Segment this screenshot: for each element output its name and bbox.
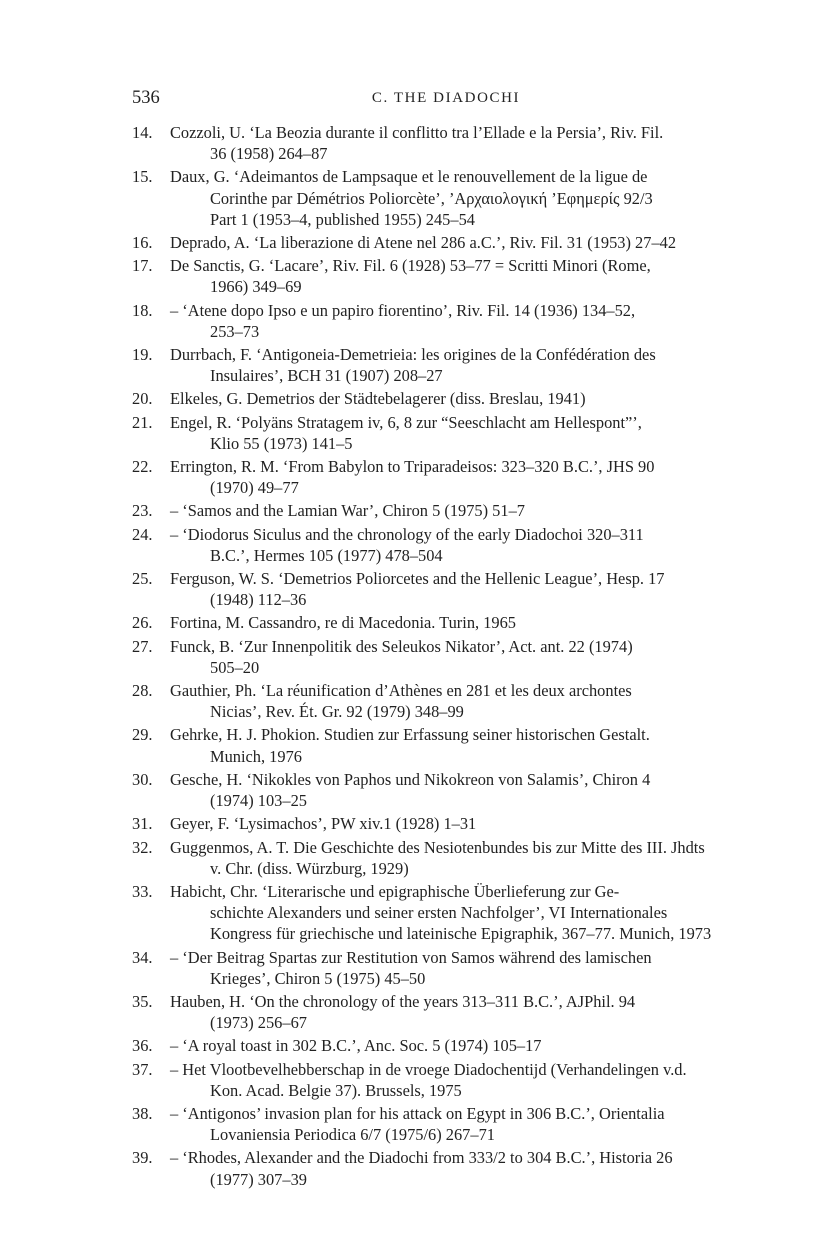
bibliography-entry: [132, 991, 760, 1033]
entry-continuation: schichte Alexanders und seiner ersten Nachfolger’, VI Internationales: [210, 903, 668, 923]
bibliography-entry: [132, 1147, 760, 1189]
entry-text: Gauthier, Ph. ‘La réunification d’Athènes en 281 et les deux archontes: [170, 681, 632, 701]
entry-number: 32.: [132, 837, 153, 857]
entry-text: Elkeles, G. Demetrios der Städtebelagerer (diss. Breslau, 1941): [170, 389, 586, 409]
bibliography-entry: [132, 769, 760, 811]
page-header: [132, 84, 760, 112]
entry-text: Engel, R. ‘Polyäns Stratagem iv, 6, 8 zur “Seeschlacht am Hellespont”’,: [170, 412, 642, 432]
bibliography-list: [132, 122, 760, 1192]
entry-text: Habicht, Chr. ‘Literarische und epigraphische Überlieferung zur Ge-: [170, 881, 620, 901]
bibliography-entry: [132, 255, 760, 297]
entry-continuation: Insulaires’, BCH 31 (1907) 208–27: [210, 366, 443, 386]
bibliography-entry: [132, 524, 760, 566]
bibliography-entry: [132, 881, 760, 945]
entry-continuation: B.C.’, Hermes 105 (1977) 478–504: [210, 545, 443, 565]
bibliography-entry: [132, 1059, 760, 1101]
entry-continuation: Nicias’, Rev. Ét. Gr. 92 (1979) 348–99: [210, 702, 464, 722]
entry-number: 18.: [132, 300, 153, 320]
entry-continuation: 36 (1958) 264–87: [210, 144, 328, 164]
entry-continuation: Klio 55 (1973) 141–5: [210, 433, 353, 453]
bibliography-entry: [132, 680, 760, 722]
bibliography-entry: [132, 412, 760, 454]
entry-continuation: (1974) 103–25: [210, 791, 307, 811]
entry-continuation: 1966) 349–69: [210, 277, 302, 297]
bibliography-entry: [132, 122, 760, 164]
entry-continuation: Part 1 (1953–4, published 1955) 245–54: [210, 209, 475, 229]
bibliography-entry: [132, 456, 760, 498]
entry-number: 34.: [132, 947, 153, 967]
bibliography-entry: [132, 813, 760, 834]
entry-number: 39.: [132, 1148, 153, 1168]
entry-number: 26.: [132, 613, 153, 633]
entry-text: Fortina, M. Cassandro, re di Macedonia. Turin, 1965: [170, 613, 516, 633]
entry-continuation: 505–20: [210, 657, 260, 677]
bibliography-entry: [132, 1103, 760, 1145]
entry-continuation: (1948) 112–36: [210, 590, 307, 610]
entry-text: – ‘Antigonos’ invasion plan for his attack on Egypt in 306 B.C.’, Orientalia: [170, 1103, 665, 1123]
entry-text: – ‘Atene dopo Ipso e un papiro fiorentino’, Riv. Fil. 14 (1936) 134–52,: [170, 300, 636, 320]
entry-continuation: (1977) 307–39: [210, 1169, 307, 1189]
entry-text: Funck, B. ‘Zur Innenpolitik des Seleukos Nikator’, Act. ant. 22 (1974): [170, 636, 633, 656]
entry-number: 31.: [132, 814, 153, 834]
entry-continuation: 253–73: [210, 321, 260, 341]
entry-text: Guggenmos, A. T. Die Geschichte des Nesiotenbundes bis zur Mitte des III. Jhdts: [170, 837, 705, 857]
entry-number: 29.: [132, 725, 153, 745]
entry-number: 22.: [132, 457, 153, 477]
entry-continuation: Kongress für griechische und lateinische Epigraphik, 367–77. Munich, 1973: [210, 924, 712, 944]
entry-number: 14.: [132, 123, 153, 142]
entry-text: Hauben, H. ‘On the chronology of the years 313–311 B.C.’, AJPhil. 94: [170, 991, 636, 1011]
entry-number: 35.: [132, 991, 153, 1011]
bibliography-entry: [132, 232, 760, 253]
page-number: 536: [132, 88, 160, 108]
entry-continuation: v. Chr. (diss. Würzburg, 1929): [210, 858, 409, 878]
bibliography-entry: [132, 344, 760, 386]
bibliography-entry: [132, 388, 760, 409]
entry-number: 23.: [132, 501, 153, 521]
entry-continuation: (1973) 256–67: [210, 1013, 307, 1033]
entry-continuation: Lovaniensia Periodica 6/7 (1975/6) 267–71: [210, 1125, 495, 1145]
entry-text: Gesche, H. ‘Nikokles von Paphos und Nikokreon von Salamis’, Chiron 4: [170, 769, 651, 789]
entry-number: 25.: [132, 569, 153, 589]
running-head: C. THE DIADOCHI: [371, 90, 521, 106]
entry-text: – Het Vlootbevelhebberschap in de vroege Diadochentijd (Verhandelingen v.d.: [170, 1059, 687, 1079]
entry-text: Ferguson, W. S. ‘Demetrios Poliorcetes and the Hellenic League’, Hesp. 17: [170, 569, 665, 589]
entry-text: Durrbach, F. ‘Antigoneia-Demetrieia: les origines de la Confédération des: [170, 345, 656, 365]
bibliography-entry: [132, 947, 760, 989]
bibliography-entry: [132, 166, 760, 230]
entry-number: 24.: [132, 524, 153, 544]
entry-text: – ‘Rhodes, Alexander and the Diadochi from 333/2 to 304 B.C.’, Historia 26: [170, 1148, 673, 1168]
entry-number: 38.: [132, 1103, 153, 1123]
entry-text: Errington, R. M. ‘From Babylon to Triparadeisos: 323–320 B.C.’, JHS 90: [170, 457, 655, 477]
entry-text: – ‘Der Beitrag Spartas zur Restitution von Samos während des lamischen: [170, 947, 652, 967]
entry-text: Geyer, F. ‘Lysimachos’, PW xiv.1 (1928) 1–31: [170, 814, 477, 834]
entry-text: – ‘Diodorus Siculus and the chronology of the early Diadochoi 320–311: [170, 524, 644, 544]
entry-number: 27.: [132, 636, 153, 656]
bibliography-entry: [132, 612, 760, 633]
entry-number: 20.: [132, 389, 153, 409]
bibliography-entry: [132, 724, 760, 766]
entry-continuation: (1970) 49–77: [210, 478, 299, 498]
entry-number: 19.: [132, 345, 153, 365]
entry-text: De Sanctis, G. ‘Lacare’, Riv. Fil. 6 (1928) 53–77 = Scritti Minori (Rome,: [170, 256, 651, 276]
entry-text: – ‘A royal toast in 302 B.C.’, Anc. Soc. 5 (1974) 105–17: [170, 1036, 542, 1056]
entry-continuation: Krieges’, Chiron 5 (1975) 45–50: [210, 968, 426, 988]
entry-continuation: Corinthe par Démétrios Poliorcète’, ’Αρχαιολογική ’Εφημερίς 92/3: [210, 188, 653, 208]
entry-number: 16.: [132, 233, 153, 253]
bibliography-entry: [132, 568, 760, 610]
bibliography-entry: [132, 837, 760, 879]
entry-number: 33.: [132, 881, 153, 901]
entry-number: 28.: [132, 681, 153, 701]
entry-text: Cozzoli, U. ‘La Beozia durante il conflitto tra l’Ellade e la Persia’, Riv. Fil.: [170, 123, 664, 142]
entry-text: Gehrke, H. J. Phokion. Studien zur Erfassung seiner historischen Gestalt.: [170, 725, 650, 745]
entry-continuation: Kon. Acad. Belgie 37). Brussels, 1975: [210, 1080, 462, 1100]
entry-text: Deprado, A. ‘La liberazione di Atene nel 286 a.C.’, Riv. Fil. 31 (1953) 27–42: [170, 233, 677, 253]
bibliography-entry: [132, 636, 760, 678]
entry-number: 15.: [132, 167, 153, 187]
entry-text: – ‘Samos and the Lamian War’, Chiron 5 (1975) 51–7: [170, 501, 525, 521]
bibliography-entry: [132, 500, 760, 521]
entry-number: 37.: [132, 1059, 153, 1079]
bibliography-entry: [132, 1035, 760, 1056]
entry-number: 30.: [132, 769, 153, 789]
entry-number: 36.: [132, 1036, 153, 1056]
entry-continuation: Munich, 1976: [210, 746, 302, 766]
bibliography-entry: [132, 300, 760, 342]
entry-text: Daux, G. ‘Adeimantos de Lampsaque et le renouvellement de la ligue de: [170, 167, 648, 187]
entry-number: 17.: [132, 256, 153, 276]
entry-number: 21.: [132, 412, 153, 432]
